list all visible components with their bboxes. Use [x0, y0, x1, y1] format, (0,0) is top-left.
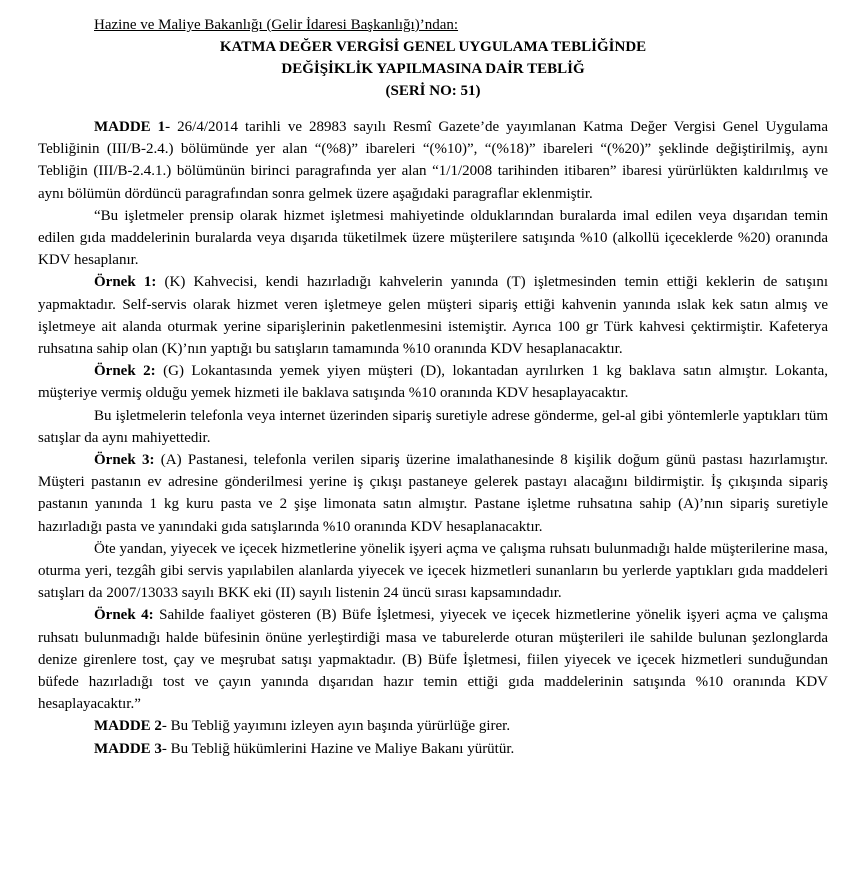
- article-1-text: - 26/4/2014 tarihli ve 28983 sayılı Resmî Gazete’de yayımlanan Katma Değer Vergisi Genel Uygulama Tebliğinin (III/B-2.4.) bölümünde yer alan “(%8)” ibareleri “(%10)”, “(%18)” ibareleri “(%20)” şeklinde değiştirilmiş, aynı Tebliğin (III/B-2.4.1.) bölümünün birinci paragrafında yer alan “1/1/2008 tarihinden itibaren” ibaresi yürürlükten kaldırılmış ve aynı bölümün dördüncü paragrafından sonra gelmek üzere aşağıdaki paragraflar eklenmiştir.: [38, 119, 828, 202]
- example-2-heading: Örnek 2:: [94, 363, 156, 380]
- document-title-line-2: DEĞİŞİKLİK YAPILMASINA DAİR TEBLİĞ: [281, 61, 585, 77]
- example-4: [38, 604, 828, 715]
- article-2-text: - Bu Tebliğ yayımını izleyen ayın başında yürürlüğe girer.: [161, 718, 511, 735]
- example-4-heading: Örnek 4:: [94, 607, 154, 624]
- phone-order-paragraph: Bu işletmelerin telefonla veya internet üzerinden sipariş suretiyle adrese gönderme, gel-al gibi yöntemlerle yaptıkları tüm satışlar da aynı mahiyettedir.: [38, 407, 828, 446]
- article-1-heading: MADDE 1: [94, 119, 166, 135]
- example-1: [38, 271, 828, 360]
- document-title-block: [38, 36, 828, 102]
- article-3-text: - Bu Tebliğ hükümlerini Hazine ve Maliye Bakanı yürütür.: [161, 740, 515, 757]
- article-1: [38, 116, 828, 205]
- example-2: [38, 360, 828, 404]
- unlicensed-service-paragraph: Öte yandan, yiyecek ve içecek hizmetlerine yönelik işyeri açma ve çalışma ruhsatı bulunmadığı halde müşterilerine masa, oturma yeri, tezgâh gibi servis yapılabilen alanlarda yiyecek ve içecek hizmetleri sunanların bu yerlerde yaptıkları gıda maddeleri satışları da 2007/13033 sayılı BKK eki (II) sayılı listenin 24 üncü sırası kapsamındadır.: [38, 540, 828, 602]
- article-3: [38, 738, 828, 760]
- series-number: (SERİ NO: 51): [385, 83, 481, 99]
- example-3-text: (A) Pastanesi, telefonla verilen sipariş üzerine imalathanesinde 8 kişilik doğum günü pastası hazırlamıştır. Müşteri pastanın ev adresine gönderilmesi yerine iş çıkışı pastaneye gelerek pastayı alacağını bildirmiştir. İş çıkışında sipariş pastanın yanında 1 kg kuru pasta ve 2 şişe limonata satın almıştır. Pastane işletme ruhsatına sahip (A)’nın sipariş suretiyle hazırladığı pasta ve yanındaki gıda satışlarında %10 oranında KDV hesaplanacaktır.: [38, 452, 828, 535]
- example-3-heading: Örnek 3:: [94, 452, 155, 469]
- issuer-line: Hazine ve Maliye Bakanlığı (Gelir İdaresi Başkanlığı)’ndan:: [94, 17, 459, 33]
- example-2-text: (G) Lokantasında yemek yiyen müşteri (D), lokantadan ayrılırken 1 kg baklava satın almıştır. Lokanta, müşteriye vermiş olduğu yemek hizmeti ile baklava satışında %10 oranında KDV hesaplayacaktır.: [38, 363, 828, 402]
- article-2-heading: MADDE 2: [94, 718, 162, 735]
- quoted-paragraph-intro: “Bu işletmeler prensip olarak hizmet işletmesi mahiyetinde olduklarından buralarda imal edilen veya dışarıdan temin edilen gıda maddelerinin buralarda veya dışarıda tüketilmek üzere müşterilere satışında %10 (alkollü içeceklerde %20) oranında KDV hesaplanır.: [38, 207, 828, 269]
- example-3: [38, 449, 828, 538]
- example-1-heading: Örnek 1:: [94, 274, 157, 291]
- example-1-text: (K) Kahvecisi, kendi hazırladığı kahvelerin yanında (T) işletmesinden temin ettiği keklerin de satışını yapmaktadır. Self-servis olarak hizmet veren işletmeye gelen müşteri sipariş ettiği kahvenin yanında ıslak kek satın almış ve işletmeye ait alanda oturmak yerine siparişlerinin paketlenmesini istemiştir. Ayrıca 100 gr Türk kahvesi çektirmiştir. Kafeterya ruhsatına sahip olan (K)’nın yaptığı bu satışların tamamında %10 oranında KDV hesaplanacaktır.: [38, 274, 828, 358]
- article-2: [38, 715, 828, 737]
- example-4-text: Sahilde faaliyet gösteren (B) Büfe İşletmesi, yiyecek ve içecek hizmetlerine yönelik işyeri açma ve çalışma ruhsatı bulunmadığı halde büfesinin önüne yerleştirdiği masa ve taburelerde oturan müşterileri ile sahilde bulunan şezlonglarda denize girenlere tost, çay ve meşrubat satışı yapmaktadır. (B) Büfe İşletmesi, fiilen yiyecek ve içecek hizmetleri sunduğundan büfede hazırladığı tost ve çayın yanında dışarıdan hazır temin ettiği gıda maddelerinin satışında %10 oranında KDV hesaplayacaktır.”: [38, 607, 828, 713]
- article-3-heading: MADDE 3: [94, 740, 162, 757]
- document-title-line-1: KATMA DEĞER VERGİSİ GENEL UYGULAMA TEBLİĞİNDE: [219, 39, 647, 55]
